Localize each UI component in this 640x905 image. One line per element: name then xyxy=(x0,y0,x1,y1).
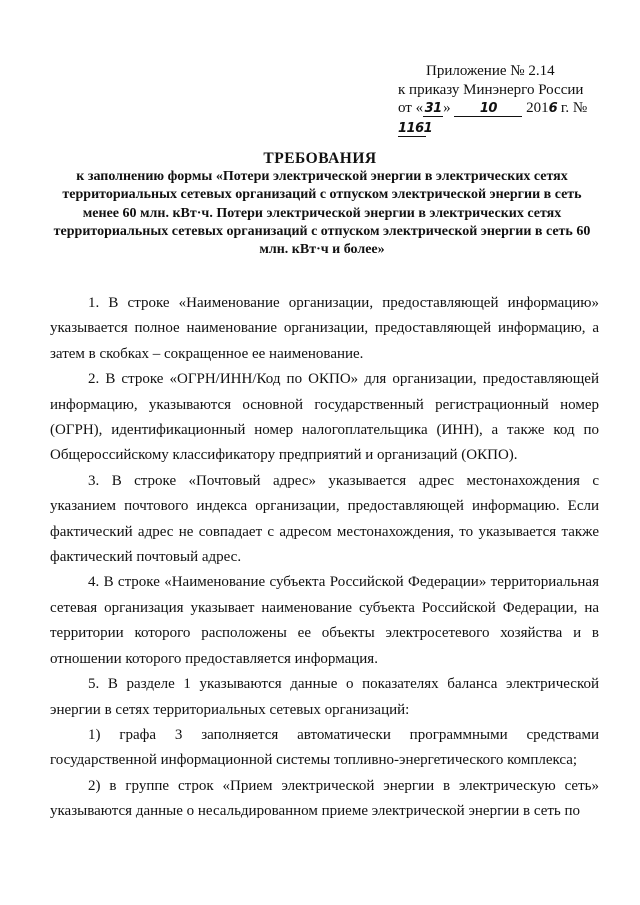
paragraph-5-2: 2) в группе строк «Прием электрической энергии в электрическую сеть» указываются данные о несальдированном приеме электрической энергии в сеть по xyxy=(50,777,599,820)
paragraph-1: 1. В строке «Наименование организации, предоставляющей информацию» указывается полное наименование организации, предоставляющей информацию, а затем в скобках – сокращенное ее наименование. xyxy=(50,295,599,362)
document-body xyxy=(50,291,599,825)
order-number-label: г. № xyxy=(557,100,588,116)
appendix-order-date xyxy=(398,99,608,137)
paragraph-5: 5. В разделе 1 указываются данные о показателях баланса электрической энергии в сетях территориальных сетевых организаций: xyxy=(50,676,599,718)
paragraph-5-1: 1) графа 3 заполняется автоматически программными средствами государственной информационной системы топливно-энергетического комплекса; xyxy=(50,726,599,769)
paragraph-2: 2. В строке «ОГРН/ИНН/Код по ОКПО» для организации, предоставляющей информацию, указываются основной государственный регистрационный номер (ОГРН), идентификационный номер налогоплательщика (ИНН), а также код по Общероссийскому классификатору предприятий и организаций (ОКПО). xyxy=(50,371,599,464)
year-prefix: 201 xyxy=(526,100,549,116)
document-title: ТРЕБОВАНИЯ xyxy=(263,150,377,167)
date-prefix: от « xyxy=(398,100,424,116)
paragraph-4: 4. В строке «Наименование субъекта Российской Федерации» территориальная сетевая организация указывает наименование субъекта Российской Федерации, на территории которого расположены ее объекты электросетевого хозяйства и в отношении которого предоставляется информация. xyxy=(50,574,599,667)
paragraph-3: 3. В строке «Почтовый адрес» указывается адрес местонахождения с указанием почтового индекса организации, предоставляющей информацию. Если фактический адрес не совпадает с адресом местонахождения, то указывается также фактический почтовый адрес. xyxy=(50,472,599,566)
handwritten-day: 31 xyxy=(424,101,442,116)
appendix-header xyxy=(398,62,608,137)
appendix-order-ref: к приказу Минэнерго России xyxy=(398,81,584,98)
appendix-number: Приложение № 2.14 xyxy=(426,63,555,79)
document-subtitle: к заполнению формы «Потери электрической энергии в электрических сетях территориальных сетевых организаций с отпуском электрической энергии в сеть менее 60 млн. кВт·ч. Потери электрической энергии в электрических сетях территориальных сетевых организаций с отпуском электрической энергии в сеть 60 млн. кВт·ч и более» xyxy=(53,169,591,258)
handwritten-order-number: 1161 xyxy=(398,120,433,136)
handwritten-year-digit: 6 xyxy=(548,101,558,116)
date-quote: » xyxy=(443,100,451,116)
handwritten-month: 10 xyxy=(454,101,522,117)
